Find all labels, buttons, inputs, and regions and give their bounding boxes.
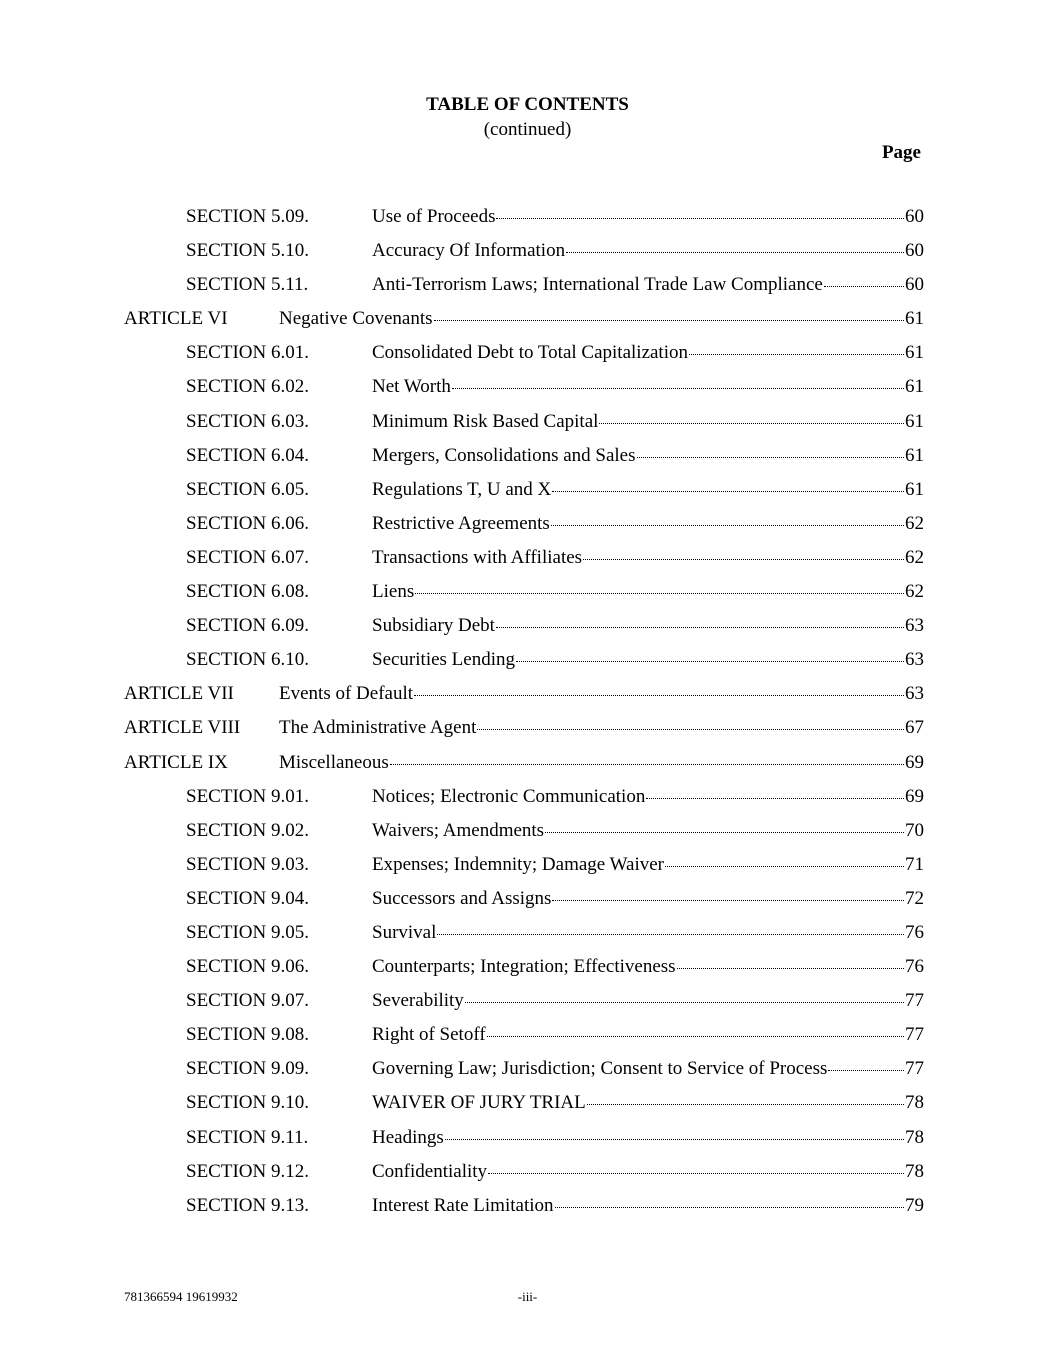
toc-entry-title: Minimum Risk Based Capital: [372, 410, 599, 432]
toc-entry: [372, 1194, 924, 1218]
toc-entry-page: 69: [905, 785, 924, 807]
toc-entry-number: SECTION 6.03.: [186, 410, 309, 432]
toc-section-row[interactable]: [0, 1091, 1055, 1125]
toc-entry-page: 67: [905, 717, 924, 739]
toc-entry-page: 78: [905, 1160, 924, 1182]
toc-entry: [372, 444, 924, 468]
toc-entry-title: Right of Setoff: [372, 1024, 486, 1046]
toc-entry: [372, 921, 924, 945]
toc-entry: [372, 785, 924, 809]
toc-entry-page: 79: [905, 1194, 924, 1216]
toc-entry-page: 78: [905, 1126, 924, 1148]
toc-entry-page: 70: [905, 819, 924, 841]
toc-entry-title: Events of Default: [279, 683, 414, 705]
toc-entry: [279, 307, 924, 331]
toc-entry-page: 69: [905, 751, 924, 773]
toc-entry-title: Use of Proceeds: [372, 206, 496, 227]
toc-section-row[interactable]: [0, 478, 1055, 512]
dot-leader: [434, 320, 904, 321]
page-number: -iii-: [517, 1289, 538, 1304]
toc-entry-number: SECTION 6.08.: [186, 581, 309, 603]
toc-entry-page: 78: [905, 1092, 924, 1114]
toc-entry: [372, 546, 924, 570]
dot-leader: [665, 866, 904, 867]
toc-entry-title: Counterparts; Integration; Effectiveness: [372, 956, 676, 978]
toc-section-row[interactable]: [0, 819, 1055, 853]
toc-entry-page: 60: [905, 240, 924, 262]
toc-entry: [372, 989, 924, 1013]
dot-leader: [487, 1036, 904, 1037]
toc-entry-title: Governing Law; Jurisdiction; Consent to Service of Process: [372, 1058, 828, 1080]
dot-leader: [414, 695, 904, 696]
dot-leader: [445, 1139, 904, 1140]
page-column-heading: Page: [881, 142, 921, 163]
dot-leader: [496, 627, 904, 628]
toc-list: [0, 205, 1055, 1228]
toc-section-row[interactable]: [0, 341, 1055, 375]
dot-leader: [488, 1173, 904, 1174]
toc-entry-number: SECTION 9.01.: [186, 785, 309, 807]
toc-entry-page: 62: [905, 581, 924, 603]
dot-leader: [583, 559, 904, 560]
dot-leader: [477, 729, 904, 730]
document-id: 781366594 19619932: [124, 1289, 238, 1304]
toc-entry-page: 63: [905, 615, 924, 637]
toc-entry-number: SECTION 9.12.: [186, 1160, 309, 1182]
toc-entry-number: SECTION 6.07.: [186, 546, 309, 568]
toc-entry: [372, 580, 924, 604]
toc-entry-title: Restrictive Agreements: [372, 512, 550, 534]
toc-entry-page: 61: [905, 376, 924, 398]
toc-section-row[interactable]: [0, 648, 1055, 682]
toc-entry: [372, 478, 924, 502]
toc-entry-title: Accuracy Of Information: [372, 240, 566, 262]
toc-entry-number: SECTION 9.09.: [186, 1058, 309, 1080]
toc-entry-page: 61: [905, 308, 924, 330]
toc-entry-number: SECTION 9.04.: [186, 887, 309, 909]
toc-entry-number: SECTION 5.11.: [186, 274, 309, 296]
toc-section-row[interactable]: [0, 1126, 1055, 1160]
toc-entry-number: SECTION 6.10.: [186, 649, 309, 671]
toc-entry-page: 61: [905, 478, 924, 500]
toc-entry: [372, 1160, 924, 1184]
toc-article-row[interactable]: [0, 682, 1055, 716]
dot-leader: [552, 491, 904, 492]
dot-leader: [452, 388, 904, 389]
toc-entry-title: Notices; Electronic Communication: [372, 785, 646, 807]
toc-entry-number: ARTICLE VI: [124, 308, 228, 330]
toc-entry: [372, 1091, 924, 1115]
dot-leader: [465, 1002, 904, 1003]
dot-leader: [637, 457, 904, 458]
toc-entry-page: 76: [905, 956, 924, 978]
toc-entry-number: SECTION 6.02.: [186, 376, 309, 398]
toc-entry-title: Mergers, Consolidations and Sales: [372, 444, 636, 466]
dot-leader: [415, 593, 904, 594]
toc-entry-title: Consolidated Debt to Total Capitalization: [372, 342, 688, 364]
toc-entry-page: 63: [905, 649, 924, 671]
toc-section-row[interactable]: [0, 785, 1055, 819]
toc-entry: [372, 410, 924, 434]
toc-section-row[interactable]: [0, 239, 1055, 273]
toc-section-row[interactable]: [0, 614, 1055, 648]
toc-entry-page: 61: [905, 342, 924, 364]
toc-entry-number: SECTION 9.07.: [186, 990, 309, 1012]
toc-entry-title: Confidentiality: [372, 1160, 488, 1182]
toc-entry-page: 71: [905, 853, 924, 875]
toc-entry: [372, 273, 924, 297]
toc-entry-title: Transactions with Affiliates: [372, 546, 583, 568]
toc-entry-number: SECTION 5.09.: [186, 206, 309, 227]
toc-entry-title: Expenses; Indemnity; Damage Waiver: [372, 853, 665, 875]
toc-article-row[interactable]: [0, 307, 1055, 341]
toc-entry-page: 76: [905, 921, 924, 943]
toc-entry-number: SECTION 6.06.: [186, 512, 309, 534]
toc-entry: [372, 955, 924, 979]
toc-entry-title: The Administrative Agent: [279, 717, 477, 739]
toc-entry-number: SECTION 9.08.: [186, 1024, 309, 1046]
toc-entry-number: SECTION 9.10.: [186, 1092, 309, 1114]
dot-leader: [496, 218, 904, 219]
toc-entry: [372, 648, 924, 672]
toc-entry-number: ARTICLE VII: [124, 683, 234, 705]
toc-entry-title: Anti-Terrorism Laws; International Trade Law Compliance: [372, 274, 823, 296]
dot-leader: [551, 525, 904, 526]
toc-section-row[interactable]: [0, 989, 1055, 1023]
toc-entry: [372, 819, 924, 843]
toc-article-row[interactable]: [0, 716, 1055, 750]
toc-entry-number: SECTION 9.02.: [186, 819, 309, 841]
toc-entry-number: SECTION 6.09.: [186, 615, 309, 637]
toc-entry-number: SECTION 6.04.: [186, 444, 309, 466]
toc-entry-title: Regulations T, U and X: [372, 478, 552, 500]
toc-entry-title: Severability: [372, 990, 464, 1012]
toc-entry: [279, 751, 924, 775]
toc-section-row[interactable]: [0, 512, 1055, 546]
dot-leader: [677, 968, 904, 969]
dot-leader: [587, 1104, 904, 1105]
toc-entry-number: SECTION 9.11.: [186, 1126, 309, 1148]
dot-leader: [824, 286, 904, 287]
dot-leader: [646, 798, 904, 799]
toc-entry-page: 61: [905, 410, 924, 432]
toc-entry-title: Interest Rate Limitation: [372, 1194, 554, 1216]
toc-entry: [372, 1023, 924, 1047]
dot-leader: [390, 764, 904, 765]
toc-entry-page: 60: [905, 274, 924, 296]
toc-section-row[interactable]: [0, 410, 1055, 444]
toc-entry: [372, 614, 924, 638]
toc-entry-page: 62: [905, 512, 924, 534]
toc-entry-page: 77: [905, 1024, 924, 1046]
toc-entry: [372, 1126, 924, 1150]
toc-entry: [372, 512, 924, 536]
toc-subtitle: (continued): [483, 119, 572, 140]
toc-section-row[interactable]: [0, 887, 1055, 921]
toc-entry-page: 63: [905, 683, 924, 705]
toc-section-row[interactable]: [0, 1057, 1055, 1091]
toc-entry: [372, 239, 924, 263]
toc-entry: [372, 205, 924, 229]
toc-entry-page: 72: [905, 887, 924, 909]
toc-entry-page: 77: [905, 1058, 924, 1080]
toc-entry-title: Net Worth: [372, 376, 451, 398]
toc-entry: [372, 375, 924, 399]
toc-entry: [279, 682, 924, 706]
toc-section-row[interactable]: [0, 205, 1055, 239]
toc-entry-page: 60: [905, 206, 924, 227]
toc-entry-title: Liens: [372, 581, 415, 603]
dot-leader: [566, 252, 904, 253]
toc-entry-number: SECTION 9.06.: [186, 956, 309, 978]
toc-entry-title: Waivers; Amendments: [372, 819, 545, 841]
dot-leader: [552, 900, 904, 901]
toc-section-row[interactable]: [0, 1194, 1055, 1228]
toc-entry: [372, 853, 924, 877]
toc-section-row[interactable]: [0, 546, 1055, 580]
dot-leader: [828, 1070, 904, 1071]
toc-entry-number: SECTION 6.01.: [186, 342, 309, 364]
toc-entry-page: 62: [905, 546, 924, 568]
toc-section-row[interactable]: [0, 1160, 1055, 1194]
toc-entry: [372, 1057, 924, 1081]
toc-entry-number: SECTION 9.13.: [186, 1194, 309, 1216]
toc-section-row[interactable]: [0, 955, 1055, 989]
dot-leader: [516, 661, 904, 662]
toc-section-row[interactable]: [0, 921, 1055, 955]
toc-title: TABLE OF CONTENTS: [426, 94, 629, 115]
toc-entry-number: SECTION 9.03.: [186, 853, 309, 875]
toc-section-row[interactable]: [0, 1023, 1055, 1057]
toc-entry-title: Negative Covenants: [279, 308, 433, 330]
toc-entry-title: Subsidiary Debt: [372, 615, 495, 637]
toc-entry: [279, 716, 924, 740]
dot-leader: [689, 354, 904, 355]
toc-entry-title: Headings: [372, 1126, 444, 1148]
toc-entry-number: SECTION 5.10.: [186, 240, 309, 262]
toc-entry-page: 77: [905, 990, 924, 1012]
toc-section-row[interactable]: [0, 853, 1055, 887]
toc-entry-title: Survival: [372, 921, 437, 943]
dot-leader: [599, 423, 904, 424]
toc-entry-number: SECTION 9.05.: [186, 921, 309, 943]
toc-entry-title: Miscellaneous: [279, 751, 389, 773]
toc-entry-title: Securities Lending: [372, 649, 515, 671]
dot-leader: [555, 1207, 904, 1208]
toc-entry-number: ARTICLE IX: [124, 751, 228, 773]
toc-entry-number: ARTICLE VIII: [124, 717, 241, 739]
toc-section-row[interactable]: [0, 273, 1055, 307]
dot-leader: [545, 832, 904, 833]
toc-article-row[interactable]: [0, 751, 1055, 785]
toc-section-row[interactable]: [0, 444, 1055, 478]
toc-entry-page: 61: [905, 444, 924, 466]
toc-section-row[interactable]: [0, 580, 1055, 614]
toc-entry-number: SECTION 6.05.: [186, 478, 309, 500]
toc-section-row[interactable]: [0, 375, 1055, 409]
toc-entry-title: Successors and Assigns: [372, 887, 552, 909]
toc-entry: [372, 887, 924, 911]
toc-entry-title: WAIVER OF JURY TRIAL: [372, 1092, 586, 1114]
toc-entry: [372, 341, 924, 365]
dot-leader: [437, 934, 904, 935]
